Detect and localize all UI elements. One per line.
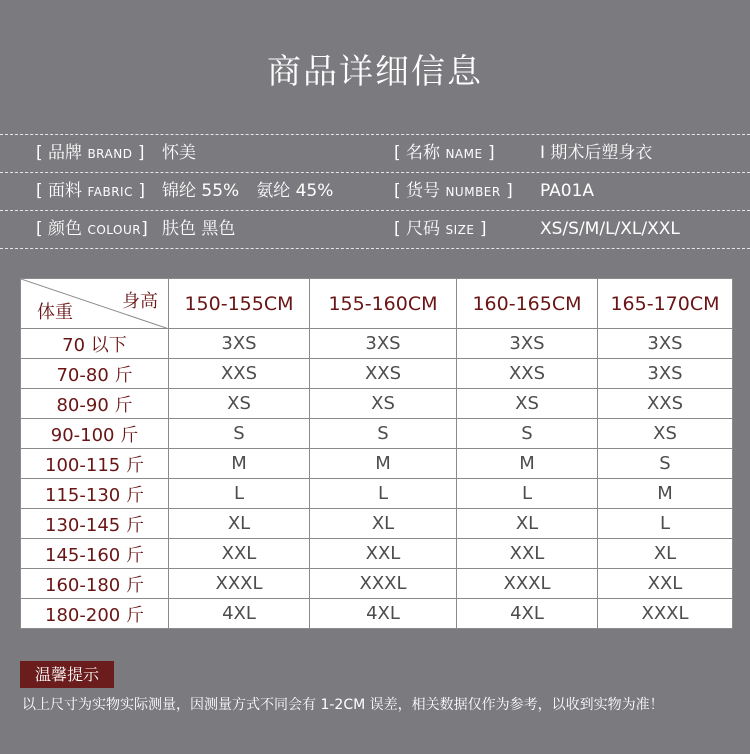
page-title: 商品详细信息 [267, 52, 483, 92]
name-value: I 期术后塑身衣 [540, 143, 653, 163]
number-label: [ 货号 NUMBER ] [394, 181, 513, 201]
weight-cell: 80-90 斤 [21, 389, 169, 419]
size-cell: S [169, 419, 310, 449]
fabric-label: [ 面料 FABRIC ] [36, 181, 145, 201]
size-cell: M [310, 449, 457, 479]
corner-weight-label: 体重 [37, 302, 73, 323]
weight-cell: 70 以下 [21, 329, 169, 359]
weight-cell: 130-145 斤 [21, 509, 169, 539]
table-row [21, 569, 733, 599]
table-header-row [21, 279, 733, 329]
table-row [21, 479, 733, 509]
size-cell: XL [310, 509, 457, 539]
weight-cell: 100-115 斤 [21, 449, 169, 479]
weight-cell: 180-200 斤 [21, 599, 169, 629]
size-cell: XS [598, 419, 733, 449]
size-cell: XXL [598, 569, 733, 599]
column-header: 150-155CM [169, 279, 310, 329]
tip-badge: 温馨提示 [20, 661, 114, 688]
weight-cell: 160-180 斤 [21, 569, 169, 599]
size-cell: XXL [169, 539, 310, 569]
size-cell: XL [457, 509, 598, 539]
brand-value: 怀美 [162, 143, 196, 163]
weight-cell: 115-130 斤 [21, 479, 169, 509]
size-cell: 3XS [457, 329, 598, 359]
table-row [21, 509, 733, 539]
size-cell: XS [310, 389, 457, 419]
weight-cell: 145-160 斤 [21, 539, 169, 569]
size-cell: S [457, 419, 598, 449]
size-cell: L [457, 479, 598, 509]
size-cell: 4XL [169, 599, 310, 629]
number-value: PA01A [540, 181, 595, 201]
size-cell: XXXL [169, 569, 310, 599]
size-cell: XXL [457, 539, 598, 569]
tip-text: 以上尺寸为实物实际测量，因测量方式不同会有 1-2CM 误差，相关数据仅作为参考，以收到实物为准！ [22, 697, 664, 713]
table-row [21, 389, 733, 419]
product-info [0, 134, 750, 249]
colour-value: 肤色 黑色 [162, 219, 236, 239]
size-cell: XL [169, 509, 310, 539]
size-cell: XXXL [310, 569, 457, 599]
weight-cell: 70-80 斤 [21, 359, 169, 389]
size-value: XS/S/M/L/XL/XXL [540, 219, 680, 239]
size-cell: XS [457, 389, 598, 419]
info-row-brand-name [0, 134, 750, 172]
size-cell: XXS [457, 359, 598, 389]
fabric-value: 锦纶 55% 氨纶 45% [162, 181, 334, 201]
info-row-fabric-number [0, 172, 750, 210]
name-label: [ 名称 NAME ] [394, 143, 495, 163]
column-header: 155-160CM [310, 279, 457, 329]
corner-cell [21, 279, 169, 329]
table-row [21, 449, 733, 479]
column-header: 165-170CM [598, 279, 733, 329]
size-cell: XXL [310, 539, 457, 569]
size-cell: L [598, 509, 733, 539]
size-cell: XL [598, 539, 733, 569]
table-row [21, 599, 733, 629]
size-cell: XXXL [598, 599, 733, 629]
column-header: 160-165CM [457, 279, 598, 329]
size-cell: L [169, 479, 310, 509]
size-cell: S [310, 419, 457, 449]
size-cell: 4XL [457, 599, 598, 629]
size-label: [ 尺码 SIZE ] [394, 219, 487, 239]
size-cell: 3XS [169, 329, 310, 359]
weight-cell: 90-100 斤 [21, 419, 169, 449]
corner-height-label: 身高 [122, 291, 158, 312]
size-cell: 4XL [310, 599, 457, 629]
size-cell: XXS [169, 359, 310, 389]
size-cell: M [169, 449, 310, 479]
size-cell: L [310, 479, 457, 509]
brand-label: [ 品牌 BRAND ] [36, 143, 145, 163]
size-cell: XXS [598, 389, 733, 419]
colour-label: [ 颜色 COLOUR] [36, 219, 148, 239]
size-cell: 3XS [598, 329, 733, 359]
size-cell: 3XS [310, 329, 457, 359]
table-row [21, 539, 733, 569]
info-row-colour-size [0, 210, 750, 249]
table-row [21, 419, 733, 449]
size-cell: M [598, 479, 733, 509]
size-cell: 3XS [598, 359, 733, 389]
table-row [21, 359, 733, 389]
size-cell: XS [169, 389, 310, 419]
size-cell: XXS [310, 359, 457, 389]
size-chart-table [20, 278, 733, 629]
size-cell: XXXL [457, 569, 598, 599]
size-cell: S [598, 449, 733, 479]
table-row [21, 329, 733, 359]
size-cell: M [457, 449, 598, 479]
